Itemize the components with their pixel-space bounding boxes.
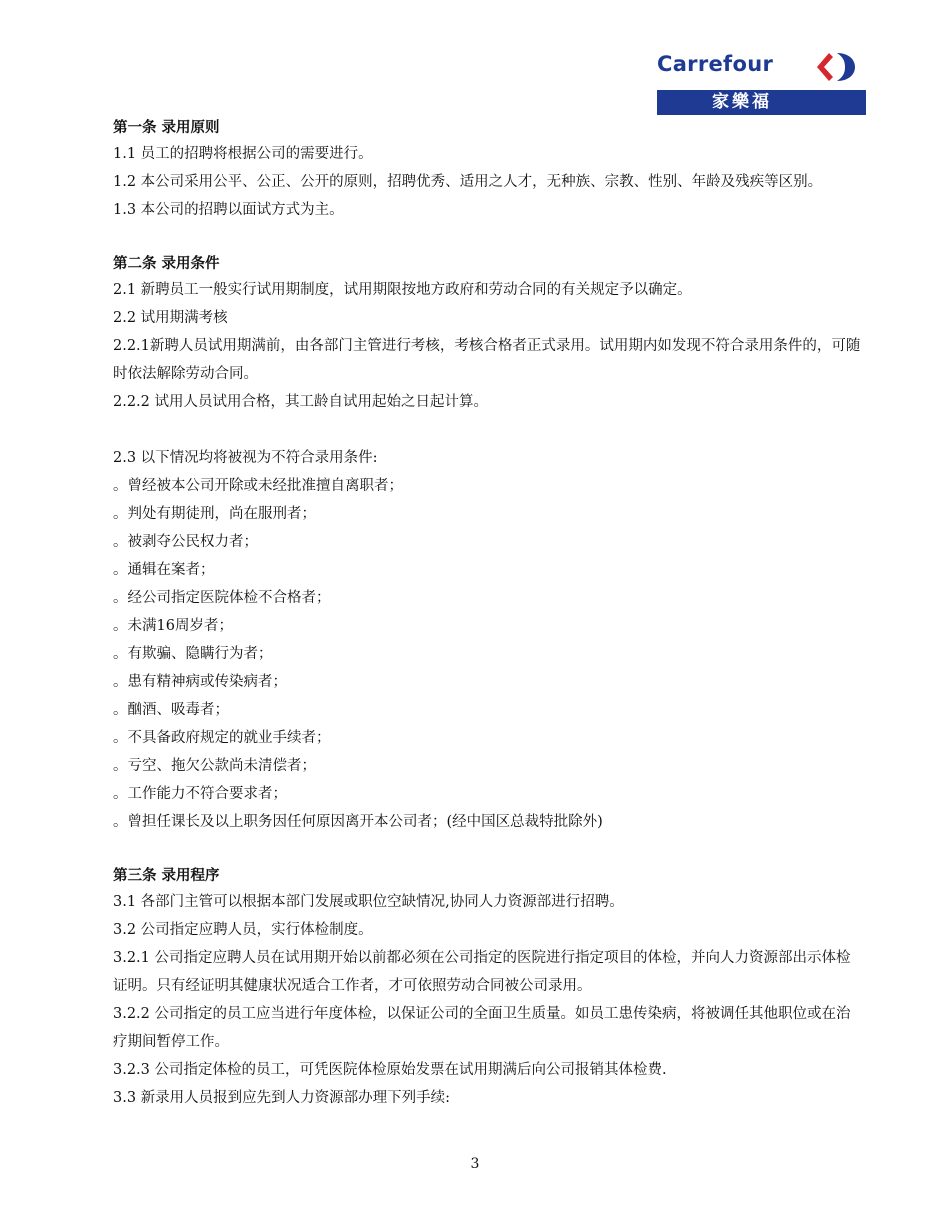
section-2-title: 第二条 录用条件 [113,255,220,272]
section-1-line: 1.3 本公司的招聘以面试方式为主。 [113,202,344,218]
section-1-line: 1.1 员工的招聘将根据公司的需要进行。 [113,146,373,162]
section-1-line: 1.2 本公司采用公平、公正、公开的原则，招聘优秀、适用之人才，无种族、宗教、性别、年龄及残疾等区别。 [113,174,823,190]
list-item: 。曾经被本公司开除或未经批准擅自离职者； [113,478,403,494]
section-3-line: 3.2 公司指定应聘人员，实行体检制度。 [113,922,373,938]
section-1-title: 第一条 录用原则 [113,119,220,136]
section-2-line: 2.2.1新聘人员试用期满前，由各部门主管进行考核，考核合格者正式录用。试用期内如发现不符合录用条件的，可随时依法解除劳动合同。 [113,338,861,382]
logo-chinese-name: 家樂福 [712,92,772,112]
list-item: 。患有精神病或传染病者； [113,674,287,690]
list-item: 。工作能力不符合要求者； [113,786,287,802]
page-number: 3 [470,1156,480,1172]
logo-wordmark: Carrefour [657,52,774,76]
list-item: 。未满16周岁者； [113,618,233,634]
list-item: 。亏空、拖欠公款尚未清偿者； [113,758,316,774]
list-item: 。有欺骗、隐瞒行为者； [113,646,273,662]
carrefour-c-icon [807,50,867,84]
section-3-title: 第三条 录用程序 [113,867,220,884]
document-body [113,116,863,1112]
carrefour-logo [657,50,867,116]
section-3-line: 3.2.1 公司指定应聘人员在试用期开始以前都必须在公司指定的医院进行指定项目的体检，并向人力资源部出示体检证明。只有经证明其健康状况适合工作者，才可依照劳动合同被公司录用。 [113,950,851,994]
section-2-line: 2.2 试用期满考核 [113,310,228,326]
list-item: 。被剥夺公民权力者； [113,534,258,550]
section-3-line: 3.3 新录用人员报到应先到人力资源部办理下列手续: [113,1090,451,1106]
list-item: 。判处有期徒刑，尚在服刑者； [113,506,316,522]
section-2-line: 2.1 新聘员工一般实行试用期制度，试用期限按地方政府和劳动合同的有关规定予以确定。 [113,282,692,298]
list-item: 。经公司指定医院体检不合格者； [113,590,331,606]
section-3-line: 3.2.2 公司指定的员工应当进行年度体检，以保证公司的全面卫生质量。如员工患传染病，将被调任其他职位或在治疗期间暂停工作。 [113,1006,851,1050]
list-item: 。酗酒、吸毒者； [113,702,229,718]
section-3-line: 3.2.3 公司指定体检的员工，可凭医院体检原始发票在试用期满后向公司报销其体检费. [113,1062,667,1078]
list-item: 。不具备政府规定的就业手续者； [113,730,331,746]
list-item: 。通辑在案者； [113,562,215,578]
section-2-line: 2.2.2 试用人员试用合格，其工龄自试用起始之日起计算。 [113,394,489,410]
list-item: 。曾担任课长及以上职务因任何原因离开本公司者；(经中国区总裁特批除外) [113,814,603,830]
disqualification-intro: 2.3 以下情况均将被视为不符合录用条件: [113,450,378,466]
section-3-line: 3.1 各部门主管可以根据本部门发展或职位空缺情况,协同人力资源部进行招聘。 [113,894,624,910]
